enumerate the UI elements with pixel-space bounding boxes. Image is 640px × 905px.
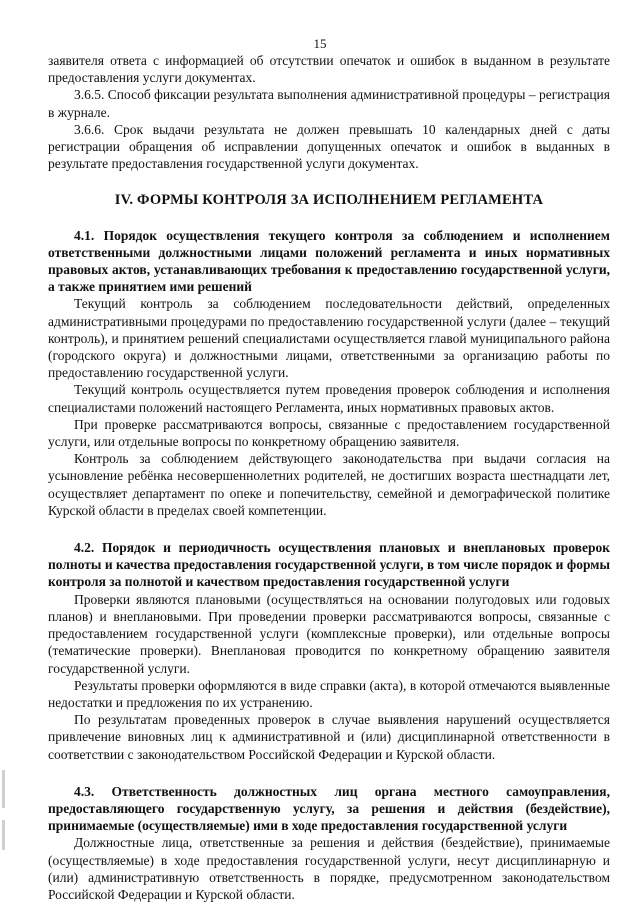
paragraph: При проверке рассматриваются вопросы, связанные с предоставлением государственной услуги, или отдельные вопросы по конкретному обращению заявителя. (48, 416, 610, 450)
page-number: 15 (313, 36, 327, 51)
paragraph: 3.6.5. Способ фиксации результата выполнения административной процедуры – регистрация в журнале. (48, 87, 610, 120)
paragraph: Должностные лица, ответственные за решения и действия (бездействие), принимаемые (осуществляемые) в ходе предоставления государственной услуги, несут дисциплинарную и (или) административную ответственность в порядке, предусмотренном законодательством Российской Федерации и Курской области. (48, 835, 610, 902)
paragraph: 3.6.6. Срок выдачи результата не должен превышать 10 календарных дней с даты регистрации обращения об исправлении допущенных опечаток и ошибок в выданных в результате предоставления государственной услуги документах. (48, 121, 610, 172)
section-heading-4-3: 4.3. Ответственность должностных лиц органа местного самоуправления, предоставляющего государственную услугу, за решения и действия (бездействие), принимаемые (осуществляемые) ими в ходе предоставления государственной услуги (48, 783, 610, 834)
scan-margin-mark (2, 770, 5, 808)
paragraph: Контроль за соблюдением действующего законодательства при выдачи согласия на усыновление ребёнка несовершеннолетних родителей, не достигших возраста шестнадцати лет, осуществляет департамент по опеке и попечительству, семейной и демографической политике Курской области в пределах своей компетенции. (48, 451, 610, 518)
section-gap (48, 519, 610, 539)
section-heading-4-1: 4.1. Порядок осуществления текущего контроля за соблюдением и исполнением ответственными должностными лицами положений регламента и иных нормативных правовых актов, устанавливающих требования к предоставлению государственной услуги, а также принятием ими решений (48, 227, 610, 295)
paragraph: Проверки являются плановыми (осуществляться на основании полугодовых или годовых планов) и внеплановыми. При проведении проверки рассматриваются вопросы, связанные с предоставлением государственной услуги (комплексные проверки), или отдельные вопросы (тематические проверки). Внеплановая проводится по конкретному обращению заявителя государственной услуги. (48, 591, 610, 676)
section-heading-4-2: 4.2. Порядок и периодичность осуществления плановых и внеплановых проверок полноты и качества предоставления государственной услуги, в том числе порядок и формы контроля за полнотой и качеством предоставления государственной услуги (48, 540, 610, 590)
paragraph: Текущий контроль за соблюдением последовательности действий, определенных административными процедурами по предоставлению государственной услуги (далее – текущий контроль), и принятием решений специалистами осуществляется главой муниципального района (городского округа) и должностными лицами, ответственными за организацию работы по предоставлению государственной услуги. (48, 296, 610, 381)
paragraph: заявителя ответа с информацией об отсутствии опечаток и ошибок в выданном в результате предоставления услуги документах. (48, 53, 610, 86)
paragraph: Текущий контроль осуществляется путем проведения проверок соблюдения и исполнения специалистами положений настоящего Регламента, иных нормативных правовых актов. (48, 382, 610, 415)
paragraph: По результатам проведенных проверок в случае выявления нарушений осуществляется привлечение виновных лиц к административной и (или) дисциплинарной ответственности в соответствии с законодательством Российской Федерации и Курской области. (48, 712, 610, 762)
document-body (48, 52, 610, 903)
paragraph: Результаты проверки оформляются в виде справки (акта), в которой отмечаются выявленные недостатки и предложения по их устранению. (48, 677, 610, 710)
chapter-title: IV. ФОРМЫ КОНТРОЛЯ ЗА ИСПОЛНЕНИЕМ РЕГЛАМЕНТА (114, 192, 544, 209)
section-gap (48, 763, 610, 783)
scan-margin-mark (2, 820, 5, 850)
